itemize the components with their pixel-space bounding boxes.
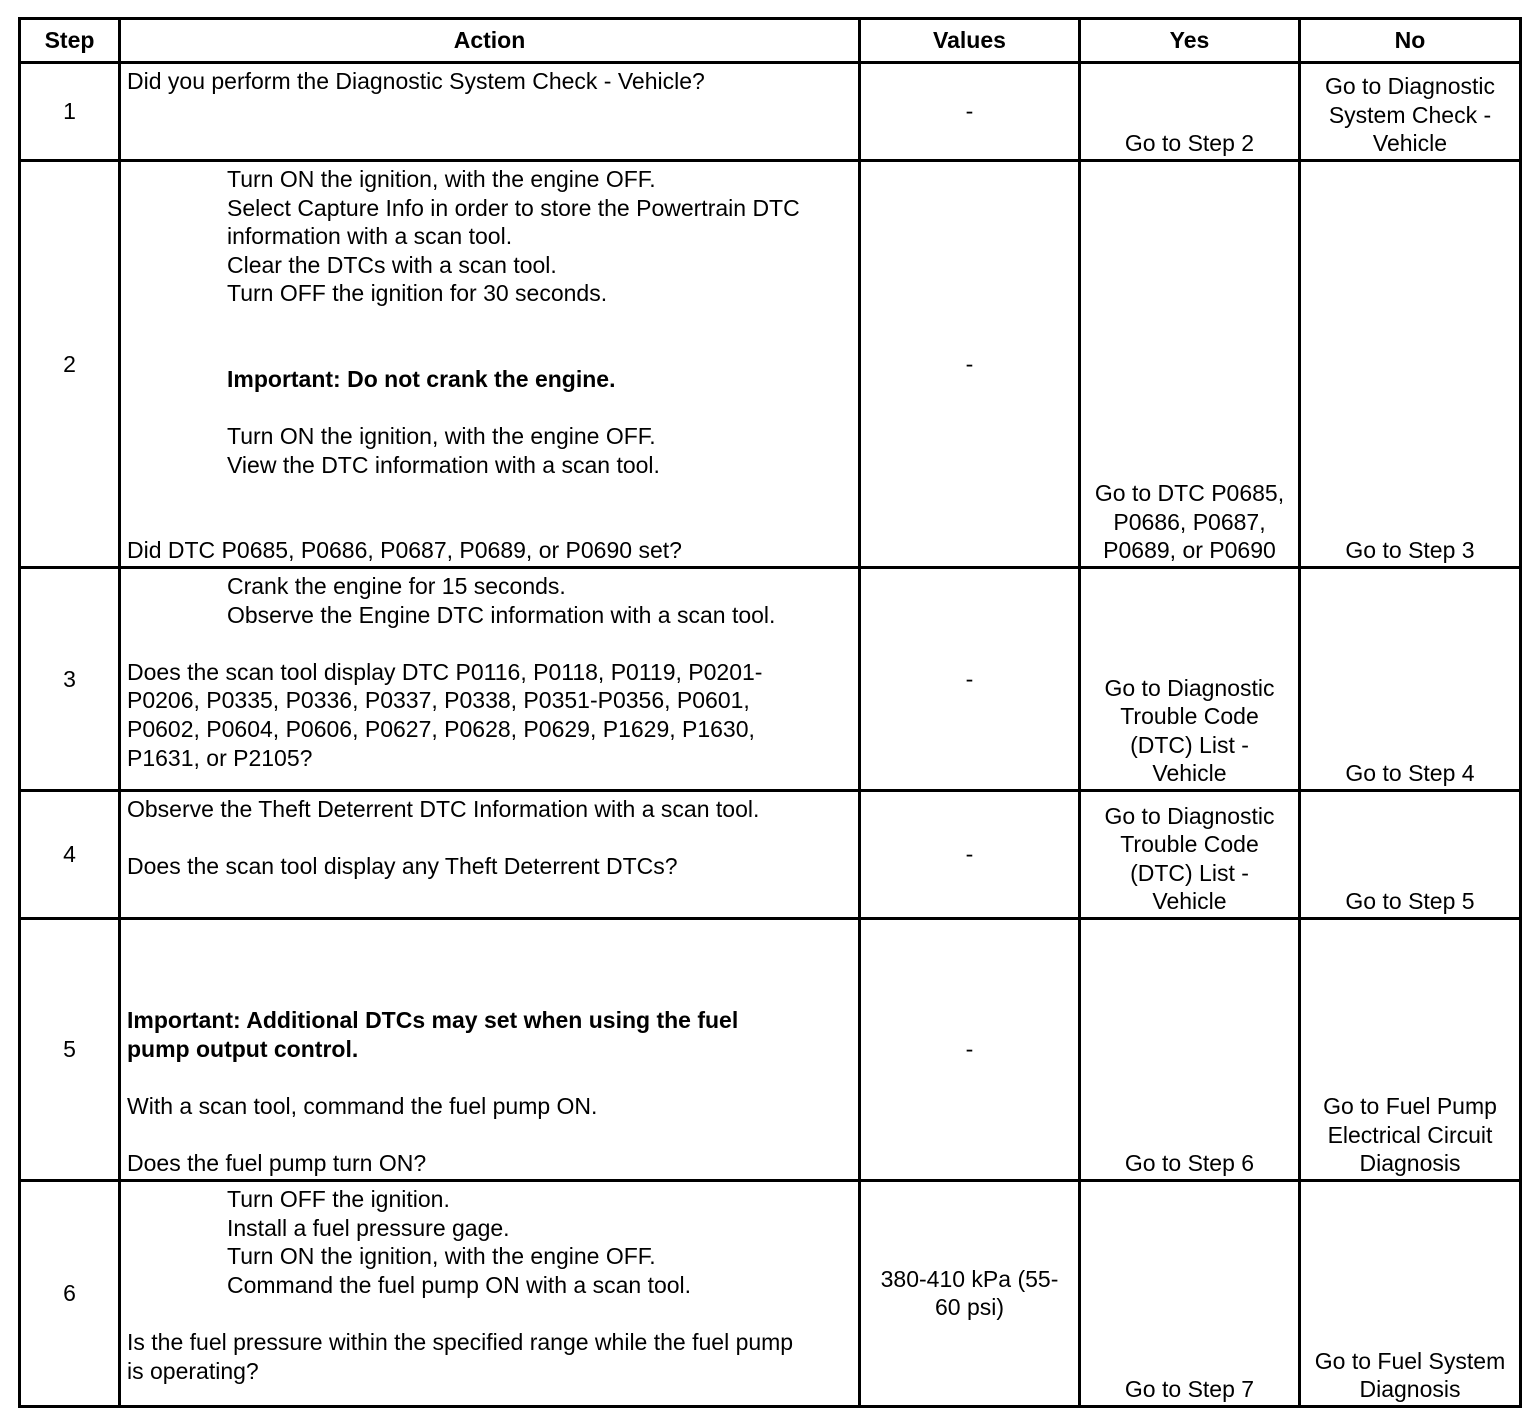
yes-text: Go to Step 2 bbox=[1124, 130, 1255, 157]
yes-text: Go to Diagnostic bbox=[1104, 674, 1275, 701]
values-cell: - bbox=[860, 918, 1080, 1180]
yes-cell bbox=[1080, 790, 1300, 918]
values-cell: - bbox=[860, 161, 1080, 568]
no-cell bbox=[1300, 567, 1521, 790]
header-step: Step bbox=[20, 19, 120, 63]
no-text: Go to Step 4 bbox=[1345, 760, 1475, 787]
action-step: Command the fuel pump ON with a scan tool. bbox=[227, 1271, 692, 1298]
yes-cell bbox=[1080, 63, 1300, 161]
action-question: Does the scan tool display DTC P0116, P0118, P0119, P0201- bbox=[127, 658, 763, 685]
yes-text: P0686, P0687, bbox=[1113, 508, 1266, 535]
yes-text: Vehicle bbox=[1152, 888, 1227, 915]
action-cell bbox=[120, 790, 860, 918]
yes-text: Go to Step 6 bbox=[1124, 1150, 1255, 1177]
action-cell bbox=[120, 161, 860, 568]
no-cell bbox=[1300, 918, 1521, 1180]
values-cell: - bbox=[860, 790, 1080, 918]
table-row bbox=[20, 790, 1521, 918]
values-text: 60 psi) bbox=[934, 1294, 1005, 1321]
important-note: Important: Additional DTCs may set when using the fuel bbox=[127, 1007, 739, 1034]
action-instruction: With a scan tool, command the fuel pump ON. bbox=[127, 1093, 598, 1120]
yes-cell bbox=[1080, 567, 1300, 790]
yes-cell bbox=[1080, 918, 1300, 1180]
header-no: No bbox=[1300, 19, 1521, 63]
action-instruction: Observe the Theft Deterrent DTC Information with a scan tool. bbox=[127, 795, 760, 822]
values-cell bbox=[860, 1180, 1080, 1406]
action-step: information with a scan tool. bbox=[227, 223, 513, 250]
yes-text: P0689, or P0690 bbox=[1103, 537, 1276, 564]
yes-text: (DTC) List - bbox=[1130, 731, 1249, 758]
header-yes: Yes bbox=[1080, 19, 1300, 63]
values-cell: - bbox=[860, 567, 1080, 790]
important-note: Important: Do not crank the engine. bbox=[227, 365, 616, 392]
no-cell bbox=[1300, 1180, 1521, 1406]
diagnostic-table bbox=[18, 17, 1522, 1408]
no-cell bbox=[1300, 790, 1521, 918]
no-text: Go to Fuel System bbox=[1314, 1347, 1506, 1374]
header-values: Values bbox=[860, 19, 1080, 63]
action-cell bbox=[120, 567, 860, 790]
step-number: 1 bbox=[20, 63, 120, 161]
step-number: 6 bbox=[20, 1180, 120, 1406]
no-text: Electrical Circuit bbox=[1327, 1121, 1493, 1148]
yes-text: Go to Step 7 bbox=[1124, 1376, 1255, 1403]
step-number: 2 bbox=[20, 161, 120, 568]
yes-text: (DTC) List - bbox=[1130, 859, 1249, 886]
yes-text: Go to DTC P0685, bbox=[1094, 480, 1285, 507]
action-step: Clear the DTCs with a scan tool. bbox=[227, 251, 557, 278]
action-question: P0602, P0604, P0606, P0627, P0628, P0629, P1629, P1630, bbox=[127, 715, 755, 742]
action-step: Observe the Engine DTC information with a scan tool. bbox=[227, 601, 776, 628]
yes-text: Trouble Code bbox=[1120, 703, 1259, 730]
action-cell bbox=[120, 1180, 860, 1406]
no-text: Go to Step 3 bbox=[1345, 537, 1475, 564]
yes-text: Go to Diagnostic bbox=[1104, 802, 1275, 829]
action-cell bbox=[120, 63, 860, 161]
action-question: P0206, P0335, P0336, P0337, P0338, P0351-P0356, P0601, bbox=[127, 687, 750, 714]
table-row bbox=[20, 63, 1521, 161]
no-text: Diagnosis bbox=[1359, 1150, 1461, 1177]
no-text: Diagnosis bbox=[1359, 1376, 1461, 1403]
table-row bbox=[20, 918, 1521, 1180]
important-note: pump output control. bbox=[127, 1035, 359, 1062]
header-action: Action bbox=[120, 19, 860, 63]
yes-cell bbox=[1080, 1180, 1300, 1406]
no-text: Go to Fuel Pump bbox=[1323, 1093, 1497, 1120]
action-question: Did DTC P0685, P0686, P0687, P0689, or P0690 set? bbox=[127, 537, 682, 564]
action-question: Does the fuel pump turn ON? bbox=[127, 1150, 427, 1177]
values-text: 380-410 kPa (55- bbox=[880, 1265, 1059, 1292]
no-text: Vehicle bbox=[1372, 130, 1448, 157]
yes-text: Trouble Code bbox=[1120, 831, 1259, 858]
no-cell bbox=[1300, 161, 1521, 568]
action-step: Turn ON the ignition, with the engine OFF. bbox=[227, 423, 656, 450]
no-cell bbox=[1300, 63, 1521, 161]
action-question: Does the scan tool display any Theft Deterrent DTCs? bbox=[127, 853, 678, 880]
no-text: Go to Diagnostic bbox=[1324, 73, 1496, 100]
action-step: Turn ON the ignition, with the engine OFF. bbox=[227, 166, 656, 192]
action-step: Install a fuel pressure gage. bbox=[227, 1214, 510, 1241]
action-step: Turn ON the ignition, with the engine OFF. bbox=[227, 1243, 656, 1270]
action-question: is operating? bbox=[127, 1357, 259, 1384]
values-cell: - bbox=[860, 63, 1080, 161]
step-number: 3 bbox=[20, 567, 120, 790]
no-text: Go to Step 5 bbox=[1345, 888, 1475, 915]
action-step: Turn OFF the ignition for 30 seconds. bbox=[227, 280, 608, 307]
action-step: Crank the engine for 15 seconds. bbox=[227, 572, 566, 599]
table-row bbox=[20, 567, 1521, 790]
step-number: 5 bbox=[20, 918, 120, 1180]
yes-cell bbox=[1080, 161, 1300, 568]
action-cell bbox=[120, 918, 860, 1180]
table-row bbox=[20, 1180, 1521, 1406]
step-number: 4 bbox=[20, 790, 120, 918]
table-row bbox=[20, 161, 1521, 568]
action-step: View the DTC information with a scan tool. bbox=[227, 451, 660, 478]
yes-text: Vehicle bbox=[1152, 760, 1227, 787]
action-step: Select Capture Info in order to store the Powertrain DTC bbox=[227, 194, 800, 221]
action-step: Turn OFF the ignition. bbox=[227, 1185, 450, 1212]
action-question: Did you perform the Diagnostic System Check - Vehicle? bbox=[127, 68, 705, 94]
action-question: Is the fuel pressure within the specified range while the fuel pump bbox=[127, 1328, 794, 1355]
no-text: System Check - bbox=[1328, 101, 1492, 128]
action-question: P1631, or P2105? bbox=[127, 744, 313, 771]
header-row bbox=[20, 19, 1521, 63]
